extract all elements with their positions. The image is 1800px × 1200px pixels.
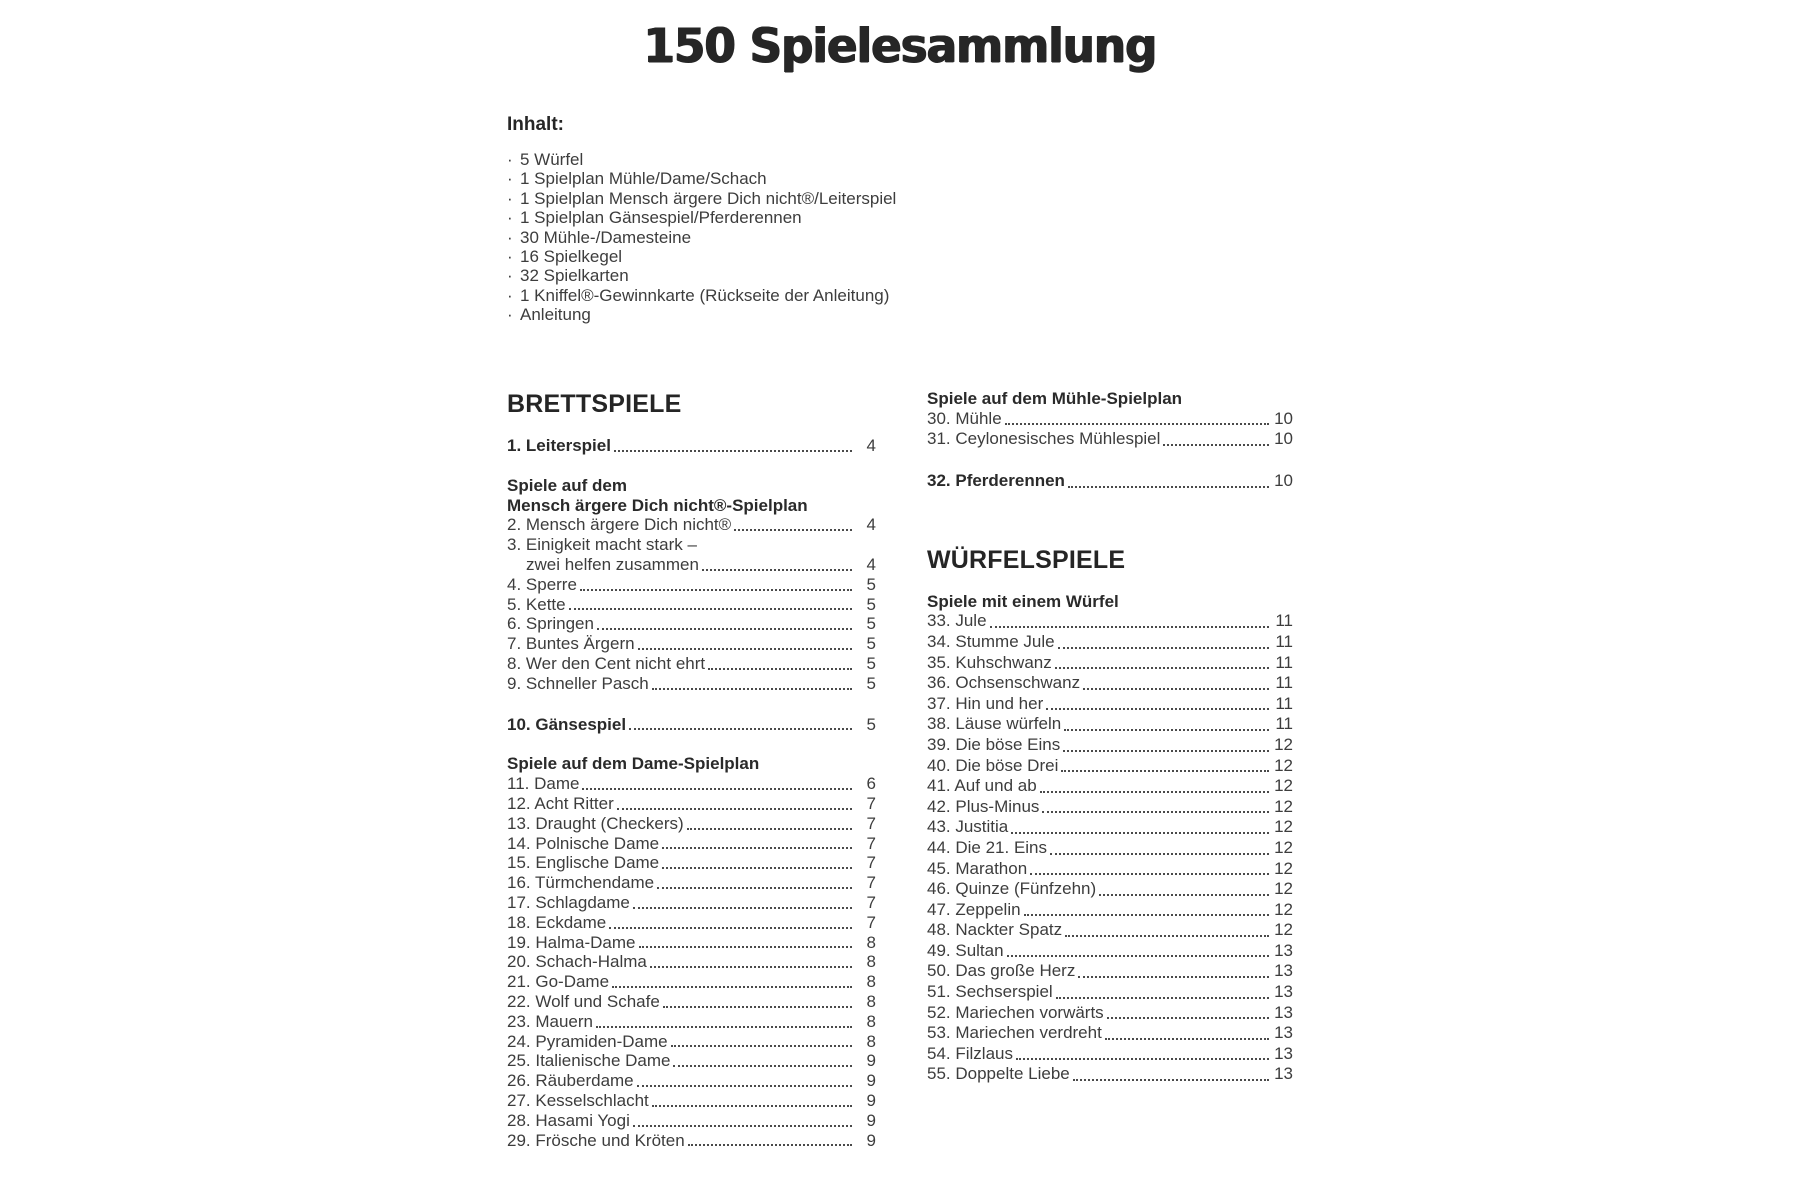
dot-leader	[633, 1125, 852, 1127]
toc-entry-page: 5	[866, 714, 876, 734]
toc-entry-page: 8	[866, 991, 876, 1011]
toc-entry	[507, 794, 876, 814]
dot-leader	[1016, 1058, 1269, 1060]
bullet-glyph: ·	[507, 285, 513, 305]
dot-leader	[1024, 914, 1269, 916]
contents-list-item	[507, 150, 1007, 169]
subsection-heading	[507, 754, 876, 774]
toc-entry-page: 13	[1274, 940, 1293, 960]
bullet-glyph: ·	[507, 150, 513, 169]
toc-entry-label: 49. Sultan	[927, 940, 1004, 960]
dot-leader	[1056, 997, 1269, 999]
toc-entry-page: 12	[1274, 734, 1293, 754]
dot-leader	[1083, 688, 1269, 690]
toc-entry-page: 10	[1274, 408, 1293, 428]
contents-list	[507, 150, 1007, 325]
dot-leader	[617, 808, 852, 810]
toc-entry	[507, 1051, 876, 1071]
toc-entry-page: 5	[866, 594, 876, 614]
dot-leader	[734, 529, 852, 531]
dot-leader	[596, 1026, 852, 1028]
toc-entry	[507, 654, 876, 674]
toc-entry	[507, 893, 876, 913]
toc-entry-label: 31. Ceylonesisches Mühlespiel	[927, 429, 1161, 449]
dot-leader	[657, 887, 852, 889]
subsection-heading	[927, 389, 1293, 409]
toc-entry	[927, 961, 1293, 982]
dot-leader	[569, 608, 852, 610]
toc-entry-page: 12	[1274, 879, 1293, 899]
toc-entry-label: 30. Mühle	[927, 408, 1002, 428]
section-heading: WÜRFELSPIELE	[927, 545, 1126, 574]
toc-entry	[927, 1003, 1293, 1024]
toc-entry-page: 11	[1275, 652, 1293, 672]
toc-entry-label: 20. Schach-Halma	[507, 952, 647, 972]
toc-entry-page: 9	[866, 1090, 876, 1110]
toc-entry	[507, 1071, 876, 1091]
toc-entry-label: zwei helfen zusammen	[526, 554, 699, 574]
contents-item-text: 16 Spielkegel	[520, 247, 623, 267]
toc-entry-label: 9. Schneller Pasch	[507, 673, 649, 693]
dot-leader	[663, 1006, 852, 1008]
toc-entry	[507, 575, 876, 595]
toc-entry	[927, 611, 1293, 632]
contents-section	[507, 114, 1007, 325]
dot-leader	[1042, 811, 1269, 813]
dot-leader	[1007, 955, 1269, 957]
toc-entry-label: 38. Läuse würfeln	[927, 714, 1062, 734]
contents-list-item	[507, 266, 1007, 285]
dot-leader	[1058, 647, 1269, 649]
toc-entry	[507, 774, 876, 794]
subsection-heading	[507, 476, 876, 516]
bullet-glyph: ·	[507, 227, 513, 247]
toc-entry-page: 13	[1274, 1064, 1293, 1084]
toc-entry-label: 42. Plus-Minus	[927, 796, 1040, 816]
toc-entry	[507, 933, 876, 953]
toc-entry-page: 9	[866, 1071, 876, 1091]
toc-entry-page: 13	[1274, 961, 1293, 981]
toc-entry-label: 43. Justitia	[927, 817, 1009, 837]
toc-entry	[927, 673, 1293, 694]
toc-entry-label: 7. Buntes Ärgern	[507, 634, 635, 654]
dot-leader	[614, 450, 852, 452]
dot-leader	[1105, 1038, 1269, 1040]
toc-entry-label: 21. Go-Dame	[507, 972, 610, 992]
toc-entry-label: 48. Nackter Spatz	[927, 920, 1063, 940]
toc-entry-page: 12	[1274, 817, 1293, 837]
dot-leader	[990, 626, 1269, 628]
dot-leader	[650, 966, 852, 968]
subsection-heading-line: Spiele auf dem	[507, 475, 627, 495]
toc-entry-label: 53. Mariechen verdreht	[927, 1023, 1102, 1043]
toc-entry-label: 44. Die 21. Eins	[927, 837, 1048, 857]
toc-entry-label: 22. Wolf und Schafe	[507, 991, 660, 1011]
dot-leader	[638, 648, 852, 650]
toc-entry-label: 46. Quinze (Fünfzehn)	[927, 879, 1097, 899]
dot-leader	[1050, 853, 1269, 855]
toc-entry	[927, 471, 1293, 492]
toc-entry-label: 6. Springen	[507, 614, 594, 634]
toc-entry	[927, 1044, 1293, 1065]
toc-entry-label: 16. Türmchendame	[507, 873, 655, 893]
toc-entry	[507, 674, 876, 694]
contents-list-item	[507, 169, 1007, 188]
toc-entry	[927, 920, 1293, 941]
toc-entry	[927, 653, 1293, 674]
toc-entry-page: 12	[1274, 899, 1293, 919]
dot-leader	[1011, 832, 1269, 834]
toc-entry-label: 45. Marathon	[927, 858, 1028, 878]
contents-item-text: 32 Spielkarten	[520, 266, 629, 286]
toc-entry-label: 35. Kuhschwanz	[927, 652, 1052, 672]
toc-entry	[507, 555, 876, 575]
toc-entry-page: 9	[866, 1130, 876, 1150]
contents-item-text: 1 Spielplan Gänsespiel/Pferderennen	[520, 208, 802, 228]
toc-entry-label: 54. Filzlaus	[927, 1043, 1013, 1063]
toc-entry-page: 11	[1275, 631, 1293, 651]
toc-entry-page: 12	[1274, 837, 1293, 857]
dot-leader	[637, 1085, 852, 1087]
contents-list-item	[507, 305, 1007, 324]
toc-entry-page: 8	[866, 972, 876, 992]
dot-leader	[639, 946, 853, 948]
toc-entry-page: 9	[866, 1110, 876, 1130]
dot-leader	[708, 668, 852, 670]
toc-entry	[927, 838, 1293, 859]
toc-entry-label: 10. Gänsespiel	[507, 714, 627, 734]
contents-list-item	[507, 228, 1007, 247]
toc-entry	[927, 941, 1293, 962]
subsection-heading-line: Spiele auf dem Mühle-Spielplan	[927, 389, 1183, 408]
contents-item-text: 1 Spielplan Mensch ärgere Dich nicht®/Leiterspiel	[520, 188, 897, 208]
subsection-heading	[927, 592, 1293, 612]
bullet-glyph: ·	[507, 266, 513, 286]
toc-entry-page: 13	[1274, 1002, 1293, 1022]
toc-entry	[927, 756, 1293, 777]
contents-list-item	[507, 286, 1007, 305]
toc-entry	[507, 515, 876, 535]
contents-item-text: 30 Mühle-/Damesteine	[520, 227, 692, 247]
toc-entry-label: 34. Stumme Jule	[927, 631, 1055, 651]
toc-entry	[507, 1131, 876, 1151]
dot-leader	[652, 1105, 852, 1107]
bullet-glyph: ·	[507, 169, 513, 189]
dot-leader	[582, 788, 852, 790]
dot-leader	[1163, 444, 1269, 446]
toc-entry	[507, 1111, 876, 1131]
toc-entry-page: 7	[866, 912, 876, 932]
toc-entry	[927, 735, 1293, 756]
toc-entry-label: 32. Pferderennen	[927, 470, 1065, 490]
toc-entry-label: 55. Doppelte Liebe	[927, 1064, 1070, 1084]
dot-leader	[1073, 1079, 1269, 1081]
toc-entry	[927, 714, 1293, 735]
toc-entry	[507, 1032, 876, 1052]
toc-column-left	[507, 389, 876, 1150]
toc-entry-page: 7	[866, 892, 876, 912]
toc-entry	[507, 992, 876, 1012]
toc-entry	[507, 614, 876, 634]
contents-list-item	[507, 208, 1007, 227]
toc-entry	[507, 436, 876, 456]
dot-leader	[688, 1144, 852, 1146]
toc-entry-page: 7	[866, 833, 876, 853]
toc-entry-page: 5	[866, 653, 876, 673]
toc-entry-page: 12	[1274, 776, 1293, 796]
toc-entry-page: 5	[866, 614, 876, 634]
toc-entry	[927, 900, 1293, 921]
toc-entry-label: 27. Kesselschlacht	[507, 1090, 649, 1110]
dot-leader	[1107, 1017, 1269, 1019]
toc-entry-label: 11. Dame	[507, 774, 580, 794]
toc-entry-label: 2. Mensch ärgere Dich nicht®	[507, 515, 732, 535]
dot-leader	[612, 986, 852, 988]
toc-entry-label: 47. Zeppelin	[927, 899, 1021, 919]
dot-leader	[671, 1045, 852, 1047]
toc-entry-page: 12	[1274, 755, 1293, 775]
toc-entry-label: 18. Eckdame	[507, 912, 607, 932]
toc-entry-label: 4. Sperre	[507, 574, 577, 594]
dot-leader	[1064, 729, 1269, 731]
dot-leader	[629, 728, 852, 730]
toc-entry-label: 24. Pyramiden-Dame	[507, 1031, 668, 1051]
toc-entry	[927, 817, 1293, 838]
dot-leader	[702, 569, 852, 571]
dot-leader	[597, 628, 852, 630]
toc-entry-page: 11	[1275, 611, 1293, 631]
toc-entry	[927, 776, 1293, 797]
dot-leader	[652, 688, 852, 690]
toc-entry-label: 36. Ochsenschwanz	[927, 673, 1081, 693]
toc-entry-page: 7	[866, 793, 876, 813]
toc-entry	[927, 409, 1293, 430]
toc-entry-label: 26. Räuberdame	[507, 1071, 634, 1091]
contents-heading: Inhalt:	[507, 114, 564, 135]
toc-entry-page: 5	[866, 673, 876, 693]
toc-entry-page: 9	[866, 1051, 876, 1071]
toc-entry-page: 7	[866, 813, 876, 833]
dot-leader	[662, 847, 852, 849]
toc-entry-page: 10	[1274, 429, 1293, 449]
toc-entry-page: 8	[866, 952, 876, 972]
toc-entry	[507, 1012, 876, 1032]
toc-entry-label: 17. Schlagdame	[507, 892, 630, 912]
toc-entry	[927, 632, 1293, 653]
toc-entry	[927, 797, 1293, 818]
dot-leader	[1065, 935, 1269, 937]
toc-entry-label: 14. Polnische Dame	[507, 833, 660, 853]
dot-leader	[1061, 770, 1269, 772]
bullet-glyph: ·	[507, 305, 513, 325]
toc-entry-label: 25. Italienische Dame	[507, 1051, 671, 1071]
toc-entry-label: 39. Die böse Eins	[927, 734, 1061, 754]
toc-entry	[927, 1064, 1293, 1085]
dot-leader	[1078, 976, 1269, 978]
bullet-glyph: ·	[507, 208, 513, 228]
toc-entry	[507, 814, 876, 834]
toc-entry-page: 5	[866, 574, 876, 594]
dot-leader	[1068, 486, 1269, 488]
toc-entry	[927, 694, 1293, 715]
toc-entry	[927, 879, 1293, 900]
dot-leader	[673, 1065, 852, 1067]
toc-entry-page: 7	[866, 853, 876, 873]
toc-entry-page: 8	[866, 1011, 876, 1031]
toc-entry-page: 12	[1274, 920, 1293, 940]
dot-leader	[633, 907, 852, 909]
toc-entry	[927, 859, 1293, 880]
contents-item-text: Anleitung	[520, 305, 591, 325]
dot-leader	[662, 867, 852, 869]
toc-entry	[927, 982, 1293, 1003]
toc-entry-page: 4	[866, 554, 876, 574]
toc-entry	[507, 595, 876, 615]
page-title: 150 Spielesammlung	[643, 19, 1157, 74]
toc-entry-page: 7	[866, 873, 876, 893]
toc-entry	[507, 634, 876, 654]
dot-leader	[1099, 894, 1269, 896]
toc-entry-page: 11	[1275, 673, 1293, 693]
toc-entry-page: 12	[1274, 858, 1293, 878]
bullet-glyph: ·	[507, 247, 513, 267]
section-heading: BRETTSPIELE	[507, 390, 682, 418]
dot-leader	[687, 828, 852, 830]
toc-entry-label: 1. Leiterspiel	[507, 436, 611, 455]
toc-entry-page: 5	[866, 634, 876, 654]
toc-entry	[927, 1023, 1293, 1044]
toc-entry	[507, 834, 876, 854]
toc-entry-label: 12. Acht Ritter	[507, 793, 614, 813]
toc-entry-label: 33. Jule	[927, 611, 987, 631]
dot-leader	[1055, 667, 1269, 669]
toc-entry-first-line: 3. Einigkeit macht stark –	[507, 535, 697, 555]
contents-item-text: 5 Würfel	[520, 150, 584, 169]
toc-entry-page: 12	[1274, 796, 1293, 816]
toc-entry-page: 11	[1275, 714, 1293, 734]
toc-entry	[507, 952, 876, 972]
contents-list-item	[507, 247, 1007, 266]
toc-entry	[507, 913, 876, 933]
subsection-heading-line: Spiele mit einem Würfel	[927, 591, 1119, 611]
toc-entry-label: 5. Kette	[507, 594, 566, 614]
toc-entry-page: 11	[1275, 693, 1293, 713]
toc-entry-label: 37. Hin und her	[927, 693, 1044, 713]
contents-item-text: 1 Kniffel®-Gewinnkarte (Rückseite der Anleitung)	[520, 285, 890, 305]
toc-entry-page: 13	[1274, 1043, 1293, 1063]
dot-leader	[1063, 750, 1269, 752]
toc-entry-page: 8	[866, 1031, 876, 1051]
toc-entry-page: 13	[1274, 982, 1293, 1002]
toc-entry	[927, 429, 1293, 450]
toc-entry	[507, 873, 876, 893]
bullet-glyph: ·	[507, 188, 513, 208]
toc-entry-label: 13. Draught (Checkers)	[507, 813, 684, 833]
toc-entry	[507, 972, 876, 992]
toc-entry-label: 15. Englische Dame	[507, 853, 660, 873]
dot-leader	[580, 589, 852, 591]
toc-entry-page: 13	[1274, 1023, 1293, 1043]
toc-column-right	[927, 389, 1293, 1085]
dot-leader	[1046, 708, 1269, 710]
toc-entry-label: 52. Mariechen vorwärts	[927, 1002, 1104, 1022]
toc-entry	[507, 1091, 876, 1111]
toc-entry-label: 19. Halma-Dame	[507, 932, 636, 952]
toc-entry-label: 8. Wer den Cent nicht ehrt	[507, 653, 706, 673]
toc-entry-page: 8	[866, 932, 876, 952]
contents-item-text: 1 Spielplan Mühle/Dame/Schach	[520, 169, 767, 189]
toc-entry-label: 29. Frösche und Kröten	[507, 1130, 685, 1150]
toc-entry-label: 50. Das große Herz	[927, 961, 1076, 981]
toc-entry-label: 40. Die böse Drei	[927, 755, 1059, 775]
dot-leader	[1040, 791, 1269, 793]
toc-entry	[507, 715, 876, 735]
toc-entry-page: 4	[866, 515, 876, 535]
toc-entry-page: 4	[866, 436, 876, 455]
toc-entry-label: 23. Mauern	[507, 1011, 593, 1031]
toc-entry-page: 10	[1274, 470, 1293, 490]
toc-entry-page: 6	[866, 774, 876, 794]
dot-leader	[1005, 423, 1269, 425]
toc-entry	[507, 853, 876, 873]
subsection-heading-line: Mensch ärgere Dich nicht®-Spielplan	[507, 495, 808, 515]
dot-leader	[609, 927, 852, 929]
toc-entry-label: 51. Sechserspiel	[927, 982, 1053, 1002]
contents-list-item	[507, 189, 1007, 208]
toc-entry-label: 41. Auf und ab	[927, 776, 1037, 796]
toc-entry-label: 28. Hasami Yogi	[507, 1110, 630, 1130]
dot-leader	[1030, 873, 1269, 875]
subsection-heading-line: Spiele auf dem Dame-Spielplan	[507, 754, 760, 774]
